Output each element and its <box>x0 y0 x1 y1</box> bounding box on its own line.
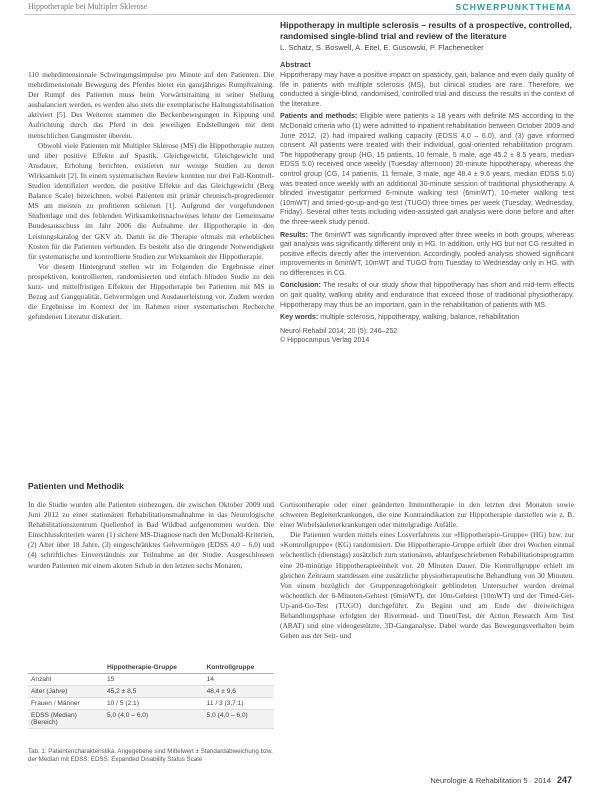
abstract-methods <box>280 112 574 227</box>
table-cell: 45,2 ± 8,5 <box>104 686 204 698</box>
paragraph: Vor diesem Hintergrund stellen wir im Folgenden die Ergebnisse einer prospektiven, kontrollierten, randomisierten und einfach blinden Studie zu den kurz- und mittelfristigen Effekten der Hippotherapie bei Patienten mit MS in Bezug auf Gangqualität, Gehvermögen und Ausdauerleistung vor. Zudem werden die Ergebnisse im Kontext der im Rahmen einer systematischen Recherche gefundenen Literatur diskutiert. <box>28 261 274 322</box>
english-abstract <box>280 20 574 492</box>
abstract-keywords-label: Key words: <box>280 313 319 322</box>
left-column-text <box>28 70 274 470</box>
abstract-title: Hippotherapy in multiple sclerosis – results of a prospective, controlled, randomised single-blind trial and review of the literature <box>280 20 572 41</box>
page-number: 247 <box>556 775 572 785</box>
table-cell: 10 / 5 (2:1) <box>104 698 204 710</box>
paragraph: 110 mehrdimensionale Schwingungsimpulse pro Minute auf den Patienten. Die mehrdimensionale Bewegung des Pferdes bietet ein ganzjähriges Rumpftraining. Der Rumpf des Patienten muss beim Vorwärtstraining in seiner Stellung ausbalanciert werden, es werden also stets die exemplarische Haltungsstabilisation aktiviert [5]. Des Weiteren stammen die Beckenbewegungen in Kippung und Aufrichtung durch das Pferd in den jeweiligen Endstellungen mit dem menschlichen Gangmuster überein. <box>28 70 274 140</box>
table-cell: Frauen / Männer <box>28 698 104 710</box>
paragraph: In die Studie wurden alle Patienten einbezogen, die zwischen Oktober 2009 und Juni 2012 zu einer stationären Rehabilitationsmaßnahme in das Neurologische Rehabilitationszentrum Quellenhof in Bad Wildbad aufgenommen wurden. Die Einschlusskriterien waren (1) sichere MS-Diagnose nach den McDonald-Kriterien, (2) Alter über 18 Jahre, (3) eingeschränktes Gehvermögen (EDSS 4,0 – 6,0) und (4) schriftliches Einverständnis zur Teilnahme an der Studie. Ausgeschlossen wurden Patienten mit einem akuten Schub in den letzten sechs Monaten, <box>28 500 274 570</box>
methods-text <box>28 500 274 658</box>
patient-characteristics-table <box>28 662 274 729</box>
section-tag: SCHWERPUNKTTHEMA <box>455 2 572 12</box>
table-cell: EDSS (Median) (Bereich) <box>28 710 104 729</box>
table-caption: Tab. 1: Patientencharakteristika. Angegebene sind Mittelwert ± Standardabweichung bzw. der Median mit EDSS: EDSS: Expanded Disability Status Scale <box>28 748 273 763</box>
abstract-conclusion-label: Conclusion: <box>280 281 321 290</box>
table-header-row <box>28 662 274 674</box>
table-row <box>28 710 274 729</box>
journal-name: Neurologie & Rehabilitation 5 · 2014 <box>430 776 551 785</box>
abstract-results-label: Results: <box>280 230 308 239</box>
abstract-conclusion-text: The results of our study show that hippotherapy has short and mid-term effects on gait quality, walking ability and endurance that exceed those of traditional physiotherapy. Hippotherapy may thus be an important, gain in the rehabilitation of patients with MS. <box>280 281 575 309</box>
paragraph: Cortisontherapie oder einer geänderten Immuntherapie in den letzten drei Monaten sowie schweren Begleiterkrankungen, die eine Kontraindikation zur Hippotherapie darstellen wie z. B. einer Wirbelsäulenerkrankungen oder mittelgradige Anfälle. <box>280 500 574 530</box>
table-cell: 5,0 (4,0 – 6,0) <box>204 710 274 729</box>
abstract-intro: Hippotherapy may have a positive impact on spasticity, gait, balance and even daily quality of life in patients with multiple sclerosis (MS), but clinical studies are rare. Therefore, we conducted a single-blind, randomised, controlled trial and discuss the results in the context of the literature. <box>280 71 574 108</box>
table-cell: 5,0 (4,0 – 6,0) <box>104 710 204 729</box>
table-cell: 48,4 ± 9,6 <box>204 686 274 698</box>
abstract-keywords-text: multiple sclerosis, hippotherapy, walking, balance, rehabilitation <box>320 313 520 322</box>
abstract-citation: Neurol Rehabil 2014; 20 (5): 246–252 <box>280 327 398 335</box>
table-cell: 14 <box>204 674 274 686</box>
abstract-conclusion <box>280 281 574 310</box>
table-cell: Alter (Jahre) <box>28 686 104 698</box>
abstract-copyright: © Hippocampus Verlag 2014 <box>280 337 370 345</box>
table-cell: 15 <box>104 674 204 686</box>
table-row <box>28 698 274 710</box>
table-row <box>28 686 274 698</box>
paragraph: Die Patienten wurden mittels eines Losverfahrens zur »Hippotherapie-Gruppe« (HG) bzw. zur »Kontrollgruppe« (KG) randomisiert. Die Hippotherapie-Gruppe erhielt über drei Wochen einmal wöchentlich (dienstags) zusätzlich zum stationären, ablaufgeschriebenen Rehabilitationsprogramm eine 20-minütige Hippotherapieeinheit vor. 20 Minuten Dauer. Die Kontrollgruppe erhielt im gleichen Zeitraum stattdessen eine zusätzliche physiotherapeutische Behandlung von 30 Minuten. Von einem bezüglich der Gruppenzugehörigkeit geblindeten Untersucher wurden dreimal wöchentlich der 6-Minuten-Gehtest (6minWT), der 10m-Gehtest (10mWT) und der Timed-Get-Up-and-Go-Test (TUGO) durchgeführt. Zu Beginn und am Ende der dreiwöchigen Behandlungsphase erfolgten der Rivermead- und TinettiTest, der Action Research Arm Test (ARAT) und eine videogestützte, 3D-Ganganalyse. Dabei wurde das Bewegungsverhalten beim Gehen aus der Seit- und <box>280 530 574 641</box>
table-header-cell: Hippotherapie-Gruppe <box>104 662 204 674</box>
abstract-label: Abstract <box>280 60 311 69</box>
header-rule <box>24 14 576 15</box>
table-header-cell <box>28 662 104 674</box>
section-heading: Patienten und Methodik <box>28 481 124 491</box>
abstract-methods-label: Patients and methods: <box>280 112 358 121</box>
page-footer <box>430 775 572 785</box>
table-row <box>28 674 274 686</box>
abstract-methods-text: Eligible were patients ≥ 18 years with definite MS according to the McDonald criteria who (1) were admitted to inpatient rehabilitation between October 2009 and June 2012, (2) had impaired walking capacity (EDSS 4.0 – 6.0), and (3) gave informed consent. All patients were treated with their individual, goal-oriented rehabilitation program. The hippotherapy group (HG, 15 patients, 10 female, 5 male, age 45.2 ± 8.5 years, median EDSS 5.0) received once weekly (Tuesday afternoon) 20-minute hippotherapy, whereas the control group (CG, 14 patients, 11 female, 3 male, age 48.4 ± 9.6 years, median EDSS 5.0) was treated once weekly with an additional 30-minute session of traditional physiotherapy. A blinded investigator performed 6-minute walking test (6minWT), 10-meter walking test (10mWT) and timed-go-up-and-go test (TUGO) three times per week (Tuesday, Wednesday, Friday). Several other tests including video-assisted gait analysis were done before and after the three-week study period. <box>280 112 574 226</box>
right-column-text <box>280 500 574 772</box>
table-cell: 11 / 3 (3,7:1) <box>204 698 274 710</box>
running-head: Hippotherapie bei Multipler Sklerose <box>28 2 148 11</box>
abstract-results <box>280 231 574 279</box>
abstract-authors: L. Schatz, S. Boswell, A. Eitel, E. Gusowski, P. Flachenecker <box>280 43 484 52</box>
table-cell: Anzahl <box>28 674 104 686</box>
paragraph: Obwohl viele Patienten mit Multipler Sklerose (MS) die Hippotherapie nutzen und über positive Effekte auf Spastik, Gleichgewicht, Gleichgewicht und Ansdauer, Erholung berichten, existieren nur wenige Studien zu deren Wirksamkeit [2]. In einem systematischen Review konnten nur drei Fall-Kontroll-Studien identifiziert werden, die positive Effekte auf das Gleichgewicht (Berg Balance Scale) bezeichnen, wobei Patienten mit primär chronisch-progredienter MS am meisten zu profitieren schienen [1]. Aufgrund der vorgefundenen Studienlage und des fehlenden Wirksamkeitsnachweises lehnte der Gemeinsame Bundesausschuss im Jahr 2006 die Aufnahme der Hippotherapie in den Leistungskatalog der GKV ab. Damit ist die Therapie oftmals mit erheblichen Kosten für die Patienten verbunden. Es besteht also die dringende Notwendigkeit für systematische und kontrollierte Studien zur Wirksamkeit der Hippotherapie. <box>28 140 274 261</box>
abstract-results-text: The 6minWT was significantly improved after three weeks in both groups, whereas gait analysis was significantly different only in HG. In addition, only HG but not CG resulted in positive effects directly after the intervention. Accordingly, pooled analysis showed significant improvements in 6minWT, 10mWT and TUGO from Tuesday to Wednesday only in HG, with no differences in CG. <box>280 230 574 277</box>
table-header-cell: Kontrollgruppe <box>204 662 274 674</box>
abstract-keywords <box>280 313 574 323</box>
